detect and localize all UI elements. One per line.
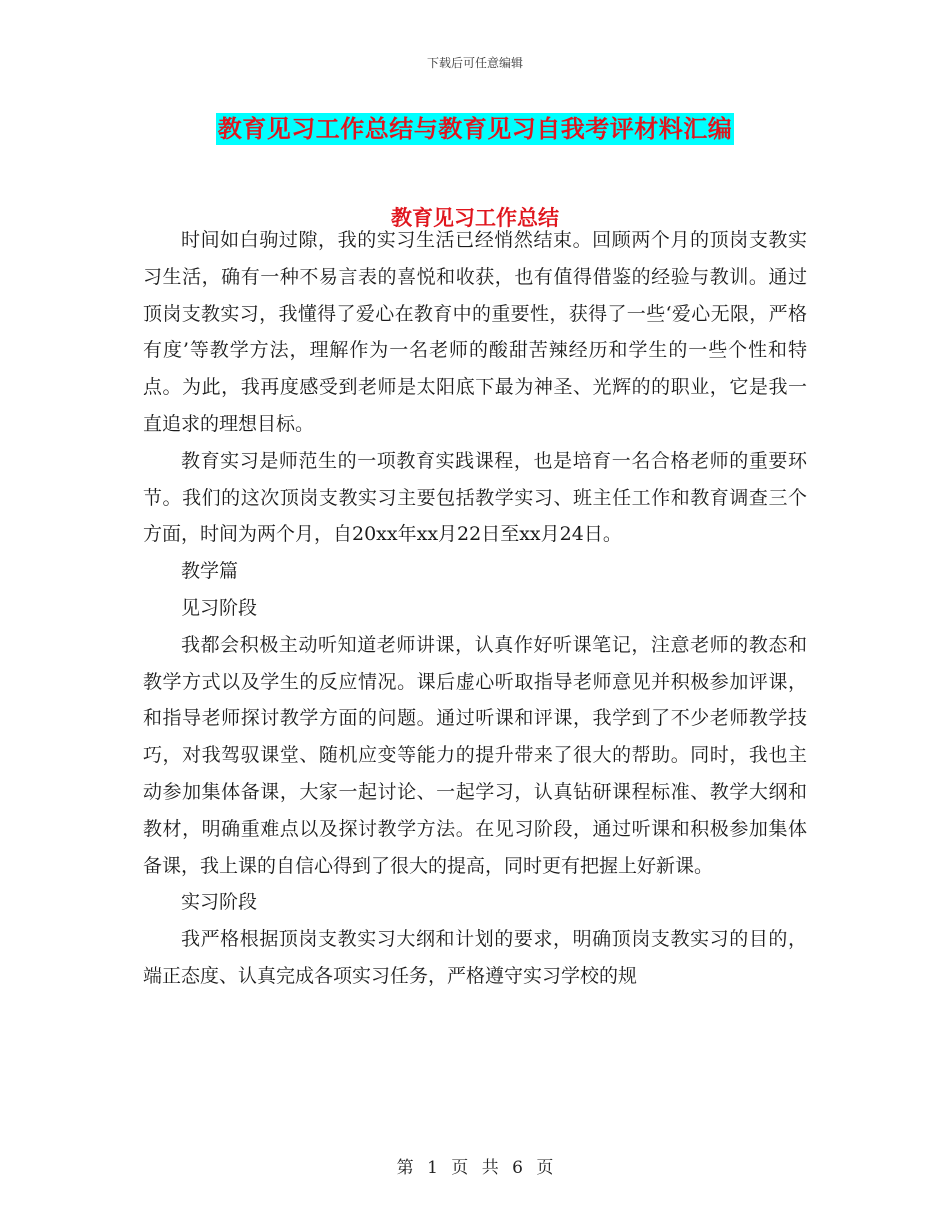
subheading: 见习阶段 <box>181 596 258 619</box>
page-footer: 第 1 页 共 6 页 <box>396 1158 554 1178</box>
document-title: 教育见习工作总结与教育见习自我考评材料汇编 <box>217 115 733 143</box>
subheading: 实习阶段 <box>181 891 258 914</box>
document-title-container <box>0 113 950 145</box>
header-note: 下载后可任意编辑 <box>426 56 523 70</box>
subheading: 教学篇 <box>181 560 239 583</box>
paragraph: 我都会积极主动听知道老师讲课，认真作好听课笔记，注意老师的教态和教学方式以及学生的反应情况。课后虚心听取指导老师意见并积极参加评课，和指导老师探讨教学方面的问题。通过听课和评课，我学到了不少老师教学技巧，对我驾驭课堂、随机应变等能力的提升带来了很大的帮助。同时，我也主动参加集体备课，大家一起讨论、一起学习，认真钻研课程标准、教学大纲和教材，明确重难点以及探讨教学方法。在见习阶段，通过听课和积极参加集体备课，我上课的自信心得到了很大的提高，同时更有把握上好新课。 <box>143 633 807 877</box>
section-title: 教育见习工作总结 <box>391 206 559 230</box>
paragraph: 时间如白驹过隙，我的实习生活已经悄然结束。回顾两个月的顶岗支教实习生活，确有一种不易言表的喜悦和收获，也有值得借鉴的经验与教训。通过顶岗支教实习，我懂得了爱心在教育中的重要性，获得了一些‘爱心无限，严格有度’等教学方法，理解作为一名老师的酸甜苦辣经历和学生的一些个性和特点。为此，我再度感受到老师是太阳底下最为神圣、光辉的的职业，它是我一直追求的理想目标。 <box>143 229 807 435</box>
body-text <box>143 222 807 995</box>
paragraph: 我严格根据顶岗支教实习大纲和计划的要求，明确顶岗支教实习的目的，端正态度、认真完成各项实习任务，严格遵守实习学校的规 <box>143 928 807 987</box>
paragraph: 教育实习是师范生的一项教育实践课程，也是培育一名合格老师的重要环节。我们的这次顶岗支教实习主要包括教学实习、班主任工作和教育调查三个方面，时间为两个月，自20xx年xx月22日至xx月24日。 <box>143 449 807 546</box>
